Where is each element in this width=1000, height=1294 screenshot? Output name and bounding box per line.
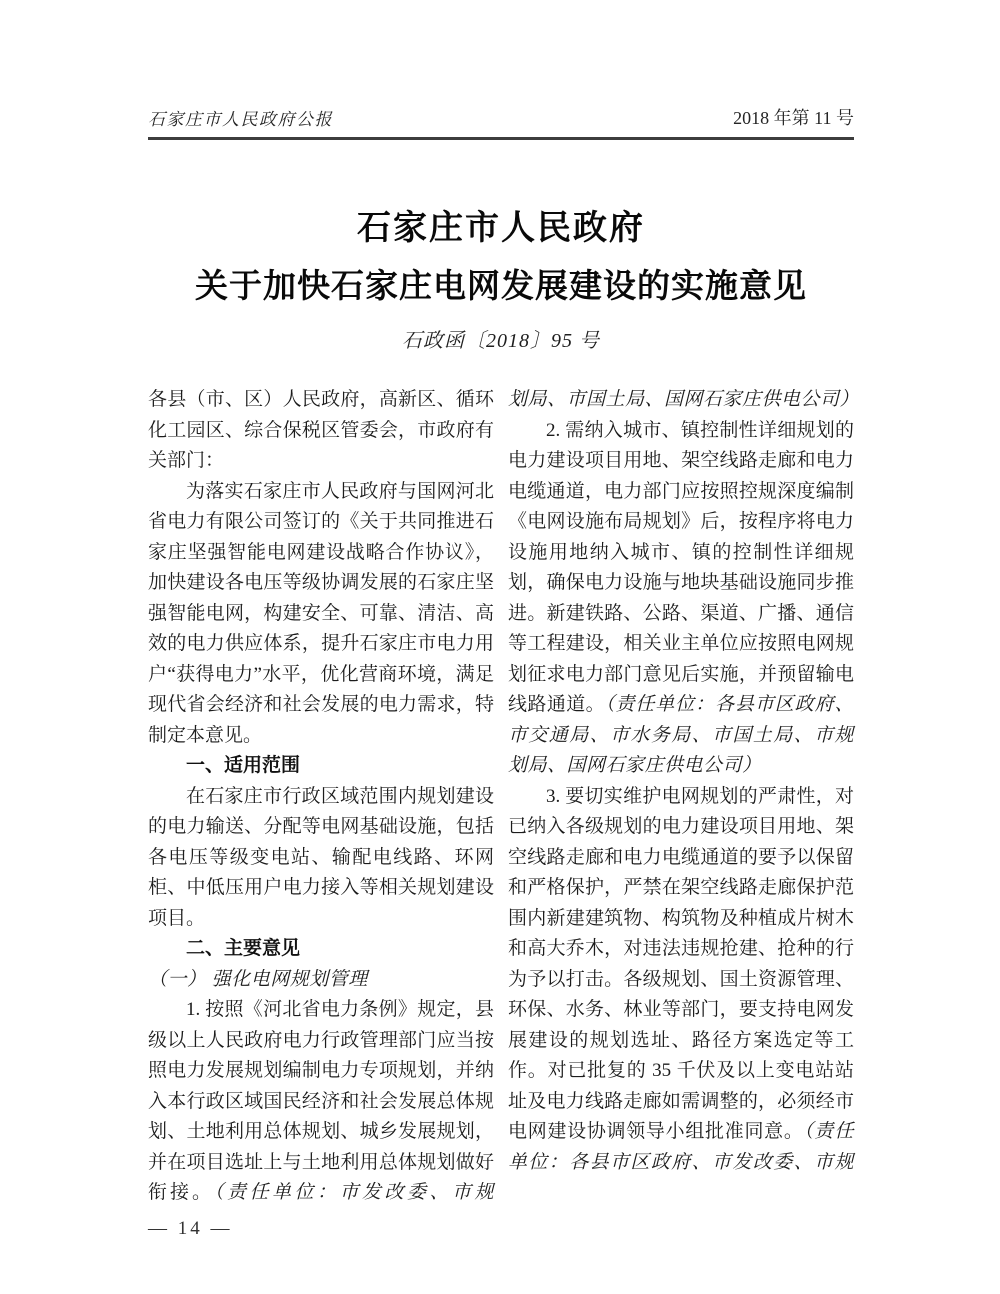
section-heading-scope: 一、适用范围 [186,755,301,776]
paragraph-item-1 [148,995,494,1209]
paragraph-preamble [148,477,494,752]
paragraph-item-2 [508,416,854,782]
doc-number: 石政函〔2018〕95 号 [402,330,600,352]
two-column-body [148,385,860,1209]
item-1-responsible-units: （责任单位：市发改委、市规 [214,1182,494,1203]
salutation-text: 各县（市、区）人民政府，高新区、循环化工园区、综合保税区管委会，市政府有关部门： [148,389,494,471]
gazette-title: 石家庄市人民政府公报 [148,110,333,129]
page-header [148,104,854,137]
issue-number: 2018 年第 11 号 [733,108,854,128]
preamble-text: 为落实石家庄市人民政府与国网河北省电力有限公司签订的《关于共同推进石家庄坚强智能电网建设战略合作协议》，加快建设各电压等级协调发展的石家庄坚强智能电网，构建安全、可靠、清洁、高效的电力供应体系，提升石家庄市电力用户“获得电力”水平，优化营商环境，满足现代省会经济和社会发展的电力需求，特制定本意见。 [148,480,494,746]
item-1-text: 1. 按照《河北省电力条例》规定，县级以上人民政府电力行政管理部门应当按照电力发展规划编制电力专项规划，并纳入本行政区域国民经济和社会发展总体规划、土地利用总体规划、城乡发展规划，并在项目选址上与土地利用总体规划做好衔接。 [148,999,494,1203]
subsection-heading-planning [148,965,494,996]
doc-title-line1: 石家庄市人民政府 [357,210,645,247]
doc-title-line2: 关于加快石家庄电网发展建设的实施意见 [195,269,807,305]
column-left [148,385,494,1209]
paragraph-item-3 [508,782,854,1179]
scope-text: 在石家庄市行政区域范围内规划建设的电力输送、分配等电网基础设施，包括各电压等级变电站、输配电线路、环网柜、中低压用户电力接入等相关规划建设项目。 [148,785,494,929]
item-2-text: 2. 需纳入城市、镇控制性详细规划的电力建设项目用地、架空线路走廊和电力电缆通道，电力部门应按照控规深度编制《电网设施布局规划》后，按程序将电力设施用地纳入城市、镇的控制性详细规划，确保电力设施与地块基础设施同步推进。新建铁路、公路、渠道、广播、通信等工程建设，相关业主单位应按照电网规划征求电力部门意见后实施，并预留输电线路通道。 [508,419,854,715]
document-title-block [148,200,854,353]
paragraph-scope [148,782,494,935]
page-content [148,104,860,1240]
item-3-text: 3. 要切实维护电网规划的严肃性，对已纳入各级规划的电力建设项目用地、架空线路走廊和电力电缆通道的要予以保留和严格保护，严禁在架空线路走廊保护范围内新建建筑物、构筑物及种植成片树木和高大乔木，对违法违规抢建、抢种的行为予以打击。各级规划、国土资源管理、环保、水务、林业等部门，要支持电网发展建设的规划选址、路径方案选定等工作。对已批复的 35 千伏及以上变电站站址及电力线路走廊如需调整的，必须经市电网建设协调领导小组批准同意。 [508,785,854,1142]
paragraph-salutation [148,385,494,477]
page-number: — 14 — [148,1217,233,1239]
item-2-responsible-units: （责任单位：各县市区政府、市交通局、市水务局、市国土局、市规划局、国网石家庄供电公司） [508,694,854,776]
item-3-responsible-units: （责任单位：各县市区政府、市发改委、市规 [508,1121,854,1173]
item-1-responsible-units-continued: 划局、市国土局、国网石家庄供电公司） [508,389,860,410]
column-right [508,385,860,1209]
header-rule [148,137,854,140]
section-heading-opinions: 二、主要意见 [186,938,301,959]
subsection-heading-text: （一） 强化电网规划管理 [148,968,368,990]
paragraph-item-1-continued [508,385,860,416]
